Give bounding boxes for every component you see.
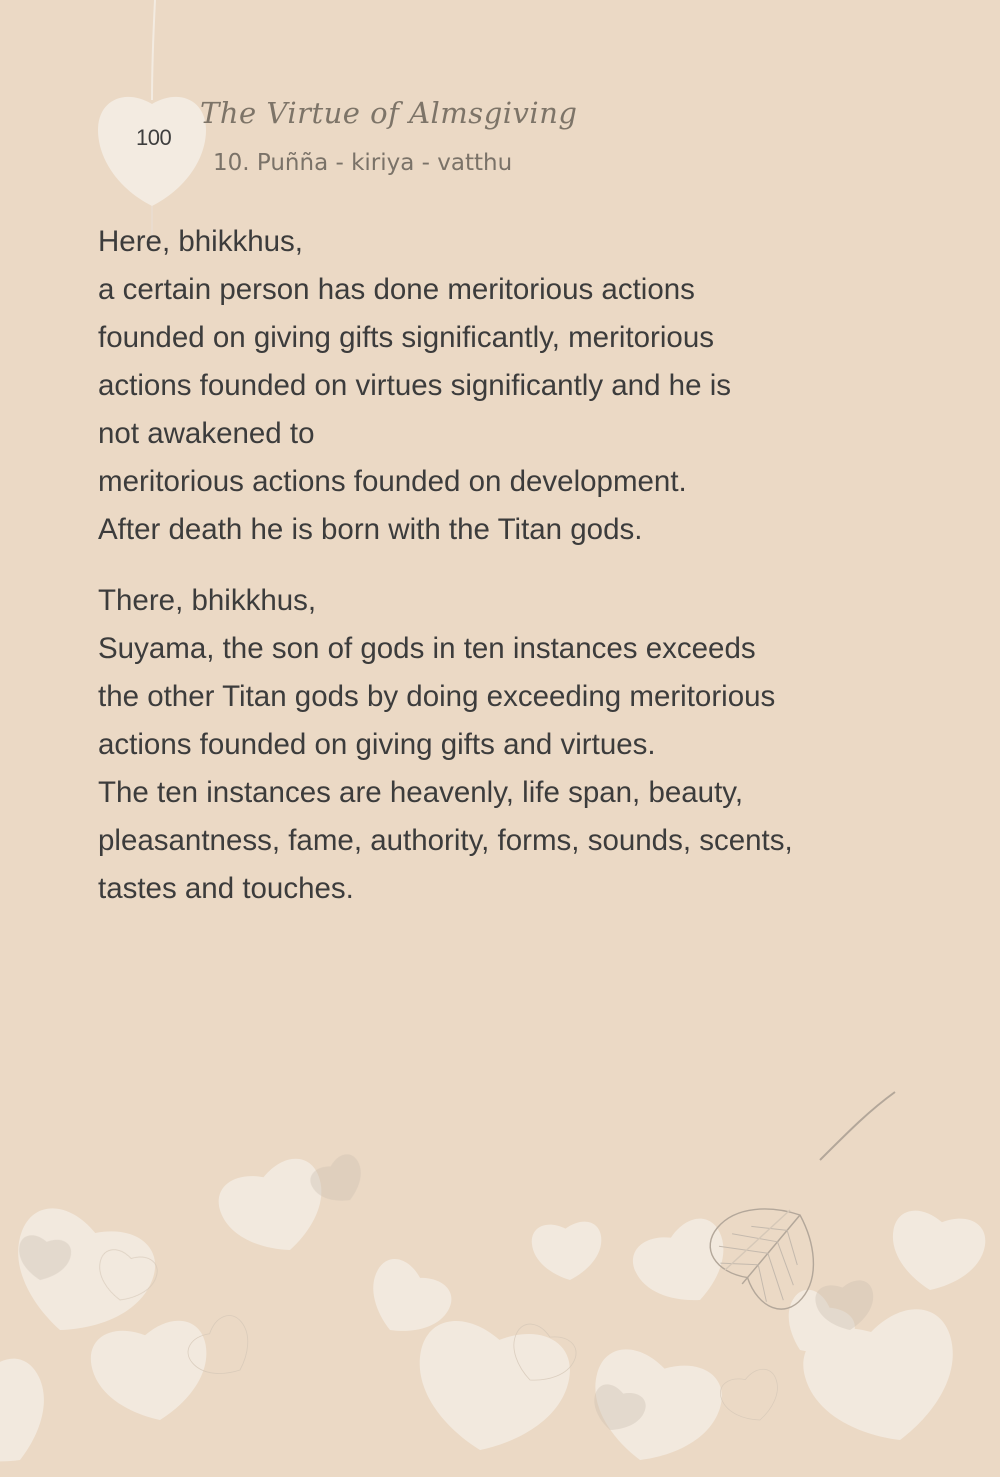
chapter-subtitle: 10. Puñña - kiriya - vatthu	[213, 150, 513, 176]
paragraph-line: founded on giving gifts significantly, meritorious	[98, 321, 714, 354]
paragraph-line: a certain person has done meritorious actions	[98, 273, 695, 306]
paragraph-line: actions founded on virtues significantly and he is	[98, 369, 731, 402]
paragraph-line: meritorious actions founded on development.	[98, 465, 687, 498]
paragraph-line: not awakened to	[98, 417, 315, 450]
paragraph-2	[98, 577, 958, 913]
book-title: The Virtue of Almsgiving	[200, 96, 578, 130]
paragraph-line: the other Titan gods by doing exceeding meritorious	[98, 680, 776, 713]
paragraph-line: Here, bhikkhus,	[98, 225, 303, 258]
paragraph-line: Suyama, the son of gods in ten instances exceeds	[98, 632, 756, 665]
paragraph-line: There, bhikkhus,	[98, 584, 317, 617]
paragraph-line: pleasantness, fame, authority, forms, sounds, scents,	[98, 824, 793, 857]
paragraph-line: The ten instances are heavenly, life span, beauty,	[98, 776, 744, 809]
page-number: 100	[136, 125, 172, 150]
paragraph-line: actions founded on giving gifts and virtues.	[98, 728, 656, 761]
paragraph-line: After death he is born with the Titan gods.	[98, 513, 643, 546]
paragraph-line: tastes and touches.	[98, 872, 354, 905]
paragraph-1	[98, 218, 958, 554]
